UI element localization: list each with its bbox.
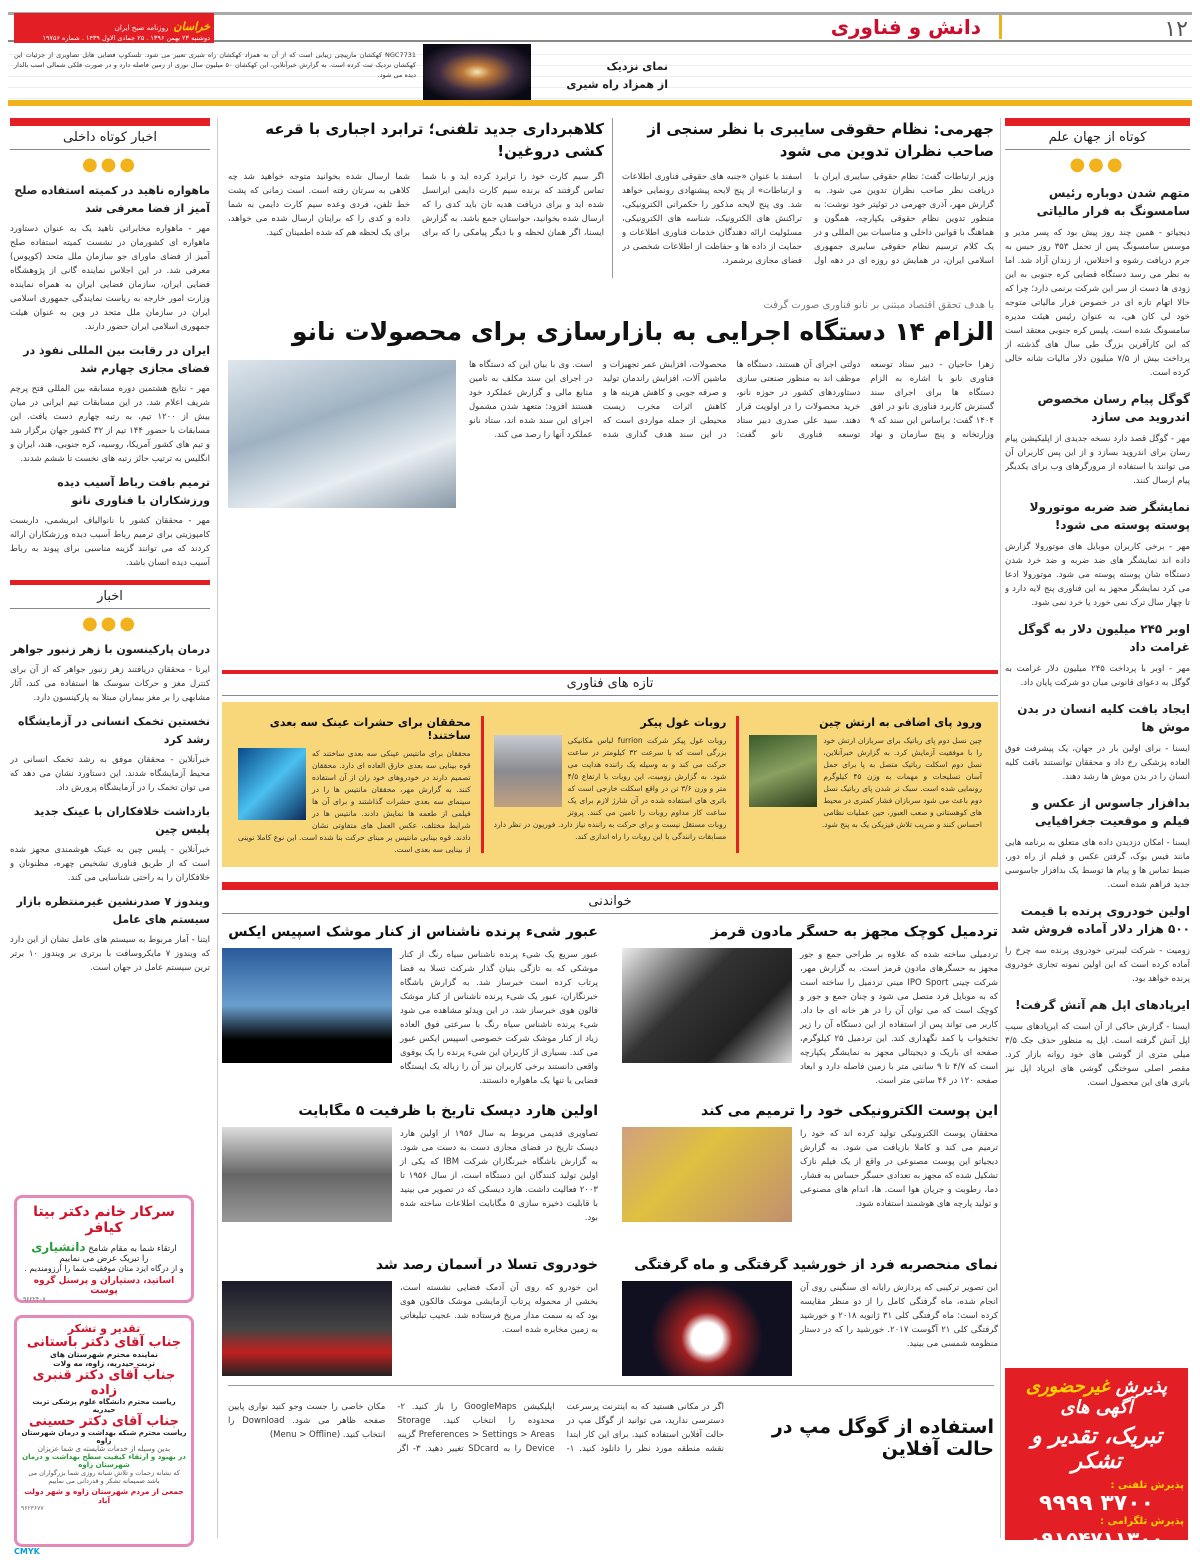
news-body: مهر - گوگل قصد دارد نسخه جدیدی از اپلیکیشن پیام رسان برای اندروید بسازد و از این پس کاربران آن می توانند با استفاده از مرورگرهای وب برای یکدیگر پیام ارسال کنند. (1005, 434, 1190, 486)
article-phone-fraud (228, 118, 604, 285)
ad-title: سرکار خانم دکتر بیتا کیافر (33, 1204, 175, 1236)
column-title: اخبار کوتاه داخلی (10, 130, 210, 150)
ad-text: دانشیاری (31, 1240, 86, 1254)
ad-text: را تبریک عرض می نماییم (59, 1254, 149, 1264)
readable-photo (222, 1281, 392, 1376)
news-item (1005, 390, 1190, 488)
tech-news-section (222, 670, 998, 867)
tech-headline[interactable]: محققان برای حشرات عینک سه بعدی ساختند! (269, 716, 471, 742)
top-strip (8, 44, 1192, 100)
readable-headline[interactable]: نمای منحصربه فرد از خورشید گرفتگی و ماه گرفتگی (634, 1257, 998, 1273)
readable-item (622, 924, 998, 1089)
article-body: زهرا حاجیان - دبیر ستاد توسعه فناوری نانو با اشاره به الزام دستگاه ها برای اجرای سند گسترش کاربرد فناوری نانو در افق ۱۴۰۴ گفت: براساس این سند که ۹ وزارتخانه و پنج سازمان و نهاد دولتی اجرای آن هستند، دستگاه ها موظف اند به منظور صنعتی سازی دستاوردهای کشور در حوزه نانو، خرید محصولات را در اولویت قرار دهند. سید علی صدری دبیر ستاد توسعه فناوری نانو گفت: محصولات، افزایش عمر تجهیزات و ماشین آلات، افزایش راندمان تولید و صرفه جویی و کاهش هزینه ها و کاهش اثرات مخرب زیست محیطی از جمله مواردی است که در این سند هدف گذاری شده است. وی با بیان این که دستگاه ها در اجرای این سند مکلف به تامین منابع مالی و گزارش عملکرد خود هستند افزود: متعهد شدن مشمول اجرای این سند شده اند، ستاد نانو عملکرد آنها را رصد می کند. (469, 360, 994, 440)
news-body: خبرآنلاین - پلیس چین به عینک هوشمندی مجهز شده است که از طریق فناوری تشخیص چهره، مظنونان و خلافکاران را به راحتی شناسایی می کند. (10, 845, 210, 883)
news-item (1005, 794, 1190, 892)
ad-code: ۹۶۲۲۴۰۷ (23, 1296, 46, 1303)
strip-body: NGC7731 کهکشان مارپیچی زیبایی است که از آن به همزاد کهکشان راه شیری تعبیر می شود. تلسکوپ فضایی هابل تصاویری از جزئیات این کهکشان نزدیک ثبت کرده است. به گزارش خبرآنلاین، این کهکشان ۵۰ میلیون سال نوری از زمین فاصله دارد و در صورت فلکی شمالی اسب بالدار دیده می شود. (14, 51, 417, 79)
readable-photo (622, 948, 792, 1063)
dots-ornament: ●●● (81, 613, 139, 634)
readable-headline[interactable]: اولین هارد دیسک تاریخ با ظرفیت ۵ مگابایت (298, 1103, 598, 1119)
article-headline[interactable]: استفاده از گوگل مپ در حالت آفلاین (771, 1416, 994, 1460)
news-item (10, 713, 210, 795)
news-body: مهر - برخی کاربران موبایل های موتورولا گزارش داده اند نمایشگر های ضد ضربه و ضد خرد شدن دستگاه شان پوسته پوسته می شود. موتورولا ادعا می کرد نمایشگر مجهز به این فناوری پنج لایه دارد و تا چهار سال ترک نمی خورد یا خرد نمی شود. (1005, 542, 1190, 608)
news-headline[interactable]: گوگل پیام رسان مخصوص اندروید می سازد (1037, 392, 1190, 424)
readable-headline[interactable]: عبور شیء پرنده ناشناس از کنار موشک اسپیس ایکس (228, 924, 598, 940)
tech-item (228, 716, 481, 853)
article-body: اگر سیم کارت خود را ترابرد کرده اید و با شما تماس گرفتند که برنده سیم کارت دایمی ایرانسل شده اید و برای دریافت هدیه تان باید کدی را که ارسال شده بخوانید، حواستان جمع باشد. به گزارش ایسنا، اگر همان لحظه و با دیگر پیامکی را که برای شما ارسال شده بخوانید متوجه خواهید شد چه کلاهی به سرتان رفته است. است زمانی که پشت خط تلفن، فردی وعده سیم کارت دایمی به شما داده و کدی را که برایتان ارسال شده می خواهد، برای یک لحظه هم که شده اطمینان کنید. (228, 172, 604, 238)
ad-text: غیرحضوری (1025, 1376, 1110, 1397)
readable-body: تردمیلی ساخته شده که علاوه بر طراحی جمع و جور مجهز به حسگرهای مادون قرمز است. به گزارش مهر، شرکت چینی IPO Sport مینی تردمیل را ساخته است که به موبایل فرد متصل می شود و چنان جمع و جور و کوچک است که می توان آن را در هر خانه ای جا داد. کاربر می تواند پس از استفاده از این دستگاه آن را زیر تختخواب یا کمد نگهداری کند. این تردمیل ۲۵ کیلوگرم، صفحه ای باریک و دیجیتالی مجهز به نمایشگر یکپارچه است که ۴/۷ تا ۹ سانتی متر با زمین فاصله دارد و ابعاد صفحه ۱۲۰ در ۴۶ سانتی متر است. (800, 950, 998, 1086)
readable-item (622, 1257, 998, 1397)
readable-headline[interactable]: این پوست الکترونیکی خود را ترمیم می کند (700, 1103, 998, 1119)
tech-body: محققان برای مانتیس عینکی سه بعدی ساختند که قوه بینایی سه بعدی خارق العاده ای دارد. محققان تصمیم دارند در خودروهای خود ران از آن استفاده کنند. به گزارش مهر، محققان مانتیس ها را در سینمای سه بعدی حشرات گذاشتند و برای آن ها فیلمی از طعمه ها نمایش دادند. مانتیس ها در شرایط مختلف، عکس العمل های متفاوتی نشان دادند. قوه بینایی مانتیس بر مبنای حرکت بنا شده است. این نوع کاملا نوینی از بینایی سه بعدی است. (237, 749, 471, 853)
news-item (1005, 996, 1190, 1090)
news-item (10, 893, 210, 975)
ad-telegram: ۰۹۱۵۴۷۱۱۳۰۰ (1029, 1527, 1164, 1551)
readable-photo (622, 1281, 792, 1376)
news-headline[interactable]: نخستین تخمک انسانی در آزمایشگاه رشد کرد (18, 715, 210, 746)
news-item (1005, 700, 1190, 784)
article-body: وزیر ارتباطات گفت: نظام حقوقی سایبری ایران با دریافت نظر صاحب نظران تدوین می شود. به گزارش مهر، آذری جهرمی در توئیتر خود نوشت: به منظور تدوین نظام حقوقی یکپارچه، همگون و هماهنگ با قوانین داخلی و مناسبات بین المللی و در یک کلام ترسیم نظام حقوقی سایبری جمهوری اسلامی ایران، در همایش دو روزه ای در دهه اول اسفند با عنوان «جنبه های حقوقی فناوری اطلاعات و ارتباطات» از پنج لایحه پیشنهادی رونمایی خواهد شد. وی پنج لایحه مذکور را حکمرانی الکترونیکی، تراکنش های الکترونیک، شناسه های الکترونیکی، مسئولیت ارائه دهندگان خدمات فناوری اطلاعات و حمایت از داده ها و حفاظت از اطلاعات شخصی در فضای مجازی برشمرد. (622, 172, 994, 266)
left-column (10, 118, 210, 975)
tech-body: روبات غول پیکر شرکت furrion لباس مکانیکی بزرگی است که با سرعت ۳۲ کیلومتر در ساعت حرکت می کند و به وسیله یک راننده هدایت می شود. به گزارش زومیت، این روبات با ارتفاع ۴/۵ متر و وزن ۳/۶ تن در واقع اسکلت خارجی است که باتری های استفاده شده در آن شارژ لازم برای یک ساعت کار مداوم روبات را تامین می کنند. پروتز روبات مستقل نیست و برای حرکت به راننده نیاز دارد. فوریون در نظر دارد مسابقات رانندگی با این روبات را راه اندازی کند. (493, 736, 727, 841)
readable-item (222, 924, 598, 1089)
article-headline[interactable]: کلاهبرداری جدید تلفنی؛ ترابرد اجباری با قرعه کشی دروغین! (265, 120, 604, 160)
section-title: دانش و فناوری (831, 15, 1002, 39)
ad-text: پذیرش (1109, 1376, 1168, 1397)
news-body: ایسنا - گزارش حاکی از آن است که ایرپادهای سیب اپل آتش گرفته است. اپل به منظور حذف جک ۳/۵ میلی متری از گوشی های خود روانه بازار کرد. مقصر اصلی سوختگی گوشی های ایرپاد اپل نیز باتری های این محصول است. (1005, 1022, 1190, 1088)
paper-subtitle: روزنامه صبح ایران (114, 24, 169, 32)
article-cyber-law (622, 118, 994, 285)
ad-headline: تبریک، تقدیر و تشکر (1031, 1424, 1162, 1474)
ad-text: ریاست محترم شبکه بهداشت و درمان شهرستان زاوه (21, 1429, 187, 1445)
news-body: ایسنا - برای اولین بار در جهان، یک پیشرفت فوق العاده پزشکی رخ داد و محققان توانستند بافت کلیه انسان را در بدن موش ها رشد دهند. (1005, 744, 1190, 782)
ad-text: نماینده محترم شهرستان های (50, 1350, 158, 1359)
news-item (1005, 184, 1190, 380)
news-headline[interactable]: ایجاد بافت کلیه انسان در بدن موش ها (1017, 702, 1190, 734)
section-title: خواندنی (222, 894, 998, 914)
news-body: دیجیاتو - همین چند روز پیش بود که پسر مدیر و موسس سامسونگ پس از تحمل ۳۵۳ روز حبس به جرم دریافت رشوه و اختلاس، از زندان آزاد شد. اما به نظر می رسد دستگاه قضایی کره جنوبی به این زودی ها دست از سر این شرکت برنمی دارد؛ چرا که حالا اتهام تازه ای در خصوص فرار مالیاتی متوجه خود لی کان هی، به عنوان رئیس هیئت مدیره سامسونگ شده است. پلیس کره جنوبی معتقد است که این کارآفرین بزرگ طی سال های گذشته از پرداخت بیش از ۷/۵ میلیون دلار مالیات شانه خالی کرده است. (1005, 228, 1191, 378)
cmyk-text: CMYK (14, 1547, 40, 1556)
news-headline[interactable]: ایران در رقابت بین المللی نفوذ در فضای مجازی چهارم شد (23, 344, 210, 375)
tech-photo (749, 735, 817, 807)
ad-text: ارتقاء شما به مقام شامخ (88, 1244, 177, 1254)
tech-item (736, 716, 992, 853)
article-google-maps (228, 1385, 994, 1550)
ad-name: جناب آقای دکتر قنبری زاده (32, 1368, 176, 1398)
ad-signature: جمعی از مردم شهرستان زاوه و شهر دولت آباد (24, 1487, 184, 1505)
news-item (1005, 902, 1190, 986)
news-headline[interactable]: متهم شدن دوباره رئیس سامسونگ به فرار مالیاتی (1036, 186, 1190, 218)
readable-item (222, 1103, 598, 1243)
news-body: مهر - نتایج هشتمین دوره مسابقه بین المللی فتح پرچم شریف اعلام شد. در این مسابقات تیم ایرانی در میان بیش از ۱۲۰۰ تیم، به رتبه چهارم دست یافت. این مسابقات با حضور ۱۴۴ تیم از ۳۲ کشور جهان برگزار شد و تیم های کشور آمریکا، روسیه، کره جنوبی، هند، ایران و انگلیس به ترتیب حائز رتبه های نخست تا ششم شدند. (10, 384, 210, 464)
readable-body: عبور سریع یک شیء پرنده ناشناس سیاه رنگ از کنار موشکی که به تازگی بنیان گذار شرکت تسلا به فضا پرتاب کرده است خبرساز شد. به گزارش باشگاه خبرنگاران، عبور یک شیء پرنده ناشناس از کنار موشک فالون هوی خبرساز شد. در این ویدئو مشاهده می شود شیء پرنده ناشناس سیاه رنگ با سرعتی فوق العاده زیاد از کنار موشک شرکت خصوصی اسپیس ایکس عبور می کند. بسیاری از کاربران این شیء پرنده را یک یوفوی واقعی دانستند برخی کاربران نیز آن را زباله یک ایستگاه فضایی یا تنها یک ماهواره دانستند. (400, 950, 598, 1086)
news-body: زومیت - شرکت لیبرتی خودروی پرنده سه چرخ را آماده کرده است که این اولین نمونه تجاری خودروی پرنده خواهد بود. (1005, 946, 1190, 984)
ad-name: جناب آقای دکتر حسینی (29, 1414, 179, 1429)
news-body: مهر - اوبر با پرداخت ۲۴۵ میلیون دلار غرامت به گوگل به دعوای قانونی میان دو شرکت پایان داد. (1005, 664, 1190, 688)
news-item (10, 342, 210, 466)
readable-body: محققان پوست الکترونیکی تولید کرده اند که خود را ترمیم می کند و کاملا بازیافت می شود. به گزارش دیجیاتو این پوست مصنوعی در واقع از یک فیلم نازک تشکیل شده که مجهز به تعدادی حسگر حساس به فشار، دما، رطوبت و جریان هوا است. ها، اندام های مصنوعی و تولید پارچه های هوشمند استفاده شود. (800, 1129, 998, 1209)
section-title: تازه های فناوری (222, 676, 998, 696)
readable-body: تصاویری قدیمی مربوط به سال ۱۹۵۶ از اولین هارد دیسک تاریخ در فضای مجازی دست به دست می شود. به گزارش باشگاه خبرنگاران شرکت IBM که یکی از اولین تولید کنندگان این دستگاه است، از سال ۱۹۵۶ تا ۲۰۰۳ فعالیت داشت. هارد دیسکی که در تصویر می بینید با قابلیت ذخیره سازی ۵ مگابایت اطلاعات ساخته شده بود. (400, 1129, 598, 1223)
news-body: ایرنا - محققان دریافتند زهر زنبور جواهر که از آن برای کنترل مغز و حرکات سوسک ها استفاده می کند، آثار مشابهی را بر مغز بیماران مبتلا به پارکینسون دارد. (10, 665, 210, 703)
news-body: خبرآنلاین - محققان موفق به رشد تخمک انسانی در محیط آزمایشگاه شدند. این دستاورد نشان می دهد که می توان تخمک را در آزمایشگاه پرورش داد. (10, 755, 210, 793)
tech-photo (238, 748, 306, 820)
ad-text: ریاست محترم دانشگاه علوم پزشکی تربت حیدریه (32, 1398, 176, 1414)
ad-text: که نشانه زحمات و تلاش شبانه روزی شما بزرگواران می باشد صمیمانه تشکر و قدردانی می نماییم (28, 1469, 180, 1485)
article-nano (228, 300, 994, 440)
paper-logo-box (14, 13, 214, 43)
thanks-ad (14, 1315, 194, 1547)
ad-code: ۹۶۲۳۶۷۷ (21, 1505, 44, 1512)
galaxy-image (423, 44, 531, 100)
article-headline[interactable]: جهرمی: نظام حقوقی سایبری با نظر سنجی از صاحب نظران تدوین می شود (647, 120, 994, 160)
lead-headline[interactable]: الزام ۱۴ دستگاه اجرایی به بازارسازی برای محصولات نانو (291, 317, 994, 346)
ad-phone: ۳۷۰۰ ۹۹۹۹ (1038, 1491, 1155, 1516)
news-headline[interactable]: درمان پارکینسون با زهر زنبور جواهر (10, 643, 210, 656)
right-column (1005, 118, 1190, 1090)
lab-photo (228, 360, 456, 508)
ad-text: در بهبود و ارتقاء کیفیت سطح بهداشت و درمان شهرستان زاوه (22, 1453, 186, 1469)
readable-body: این خودرو که روی آن آدمک فضایی نشسته است، بخشی از محموله پرتاب آزمایشی موشک فالکون هوی بود که به سمت مدار مریخ فرستاده شد. عجیب تبلیغاتی به زمین مخابره شده است. (400, 1283, 598, 1335)
column-title: کوتاه از جهان علم (1005, 130, 1190, 150)
news-body: ایتنا - آمار مربوط به سیستم های عامل نشان از این دارد که ویندوز ۷ مایکروسافت با برتری بر ویندوز ۱۰ برتر ترین سیستم عامل در جهان است. (10, 935, 210, 973)
news-item (10, 641, 210, 705)
ad-text: بدین وسیله از خدمات شایسته ی شما عزیزان (37, 1445, 171, 1453)
news-body: مهر - ماهواره مخابراتی ناهید یک به عنوان دستاورد ماهواره ای کشورمان در نشست کمیته استفاده صلح آمیز از فضای ماورای جو سازمان ملل متحد (کوپوس) معرفی شد. در این اجلاس نماینده گانی از پژوهشگاه فضایی ایران، سازمان فضایی ایران به همراه نماینده وزارت امور خارجه به ریاست نمایندگی جمهوری اسلامی ایران در سازمان ملل متحد در وین به عنوان هیئت جمهوری اسلامی ایران حضور دارند. (10, 224, 210, 332)
strip-title: نمای نزدیک (606, 60, 668, 73)
readable-photo (622, 1127, 792, 1222)
tech-headline[interactable]: روبات غول پیکر (640, 716, 727, 729)
news-body: مهر - محققان کشور با نانوالیاف ابریشمی، داربست کامپوزیتی برای ترمیم رباط آسیب دیده ورزشکاران ارائه کردند که می توانند گزینه مناسبی برای پیوند به رباط آسیب دیده انسان باشد. (10, 516, 210, 568)
readable-section (222, 882, 998, 1397)
news-headline[interactable]: بازداشت خلافکاران با عینک جدید پلیس چین (33, 805, 210, 836)
news-headline[interactable]: اولین خودروی پرنده با قیمت ۵۰۰ هزار دلار آماده فروش شد (1010, 904, 1190, 936)
readable-item (222, 1257, 598, 1397)
ad-name: جناب آقای دکتر باستانی (26, 1335, 182, 1350)
tech-body: چین نسل دوم پای رباتیک برای سربازان ارتش خود را با موفقیت آزمایش کرد. به گزارش خبرآنلاین، نسل دوم اسکلت رباتیک متصل به پا برای حمل آسان تسلیحات و مهمات به وزن ۴۵ کیلوگرم رونمایی شده است. سبک تر شدن پای رباتیک نسل دوم باعث می شود سربازان فشار کمتری در محیط های کوهستانی و صعب العبور، حین عملیات نظامی احساس کنند و ضریب تلاش فیزیکی یک به پنج شود. (821, 736, 982, 829)
tech-headline[interactable]: ورود پای اضافی به ارتش چین (819, 716, 982, 729)
news-body: ایسنا - امکان دزدیدن داده های متعلق به برنامه هایی مانند فیس بوک، گرفتن عکس و فیلم از راه دور، ضبط تماس ها و پیام ها توسط یک بدافزار جاسوسی جدید فراهم شده است. (1005, 838, 1190, 890)
ad-text: و از درگاه ایزد منان موفقیت شما را آرزومندیم . (24, 1264, 184, 1273)
readable-item (622, 1103, 998, 1243)
masthead (8, 12, 1192, 42)
dots-ornament: ●●● (81, 154, 139, 175)
strip-title-2: از همزاد راه شیری (566, 78, 668, 91)
news-headline[interactable]: نمایشگر ضد ضربه موتورولا پوسته پوسته می شود! (1029, 500, 1190, 532)
ad-telegram-label: پذیرش تلگرامی : (1100, 1516, 1184, 1527)
readable-body: این تصویر ترکیبی که پردازش رایانه ای سنگینی روی آن انجام شده، ماه گرفتگی کامل را از دو منظر مقایسه کرده است: ماه گرفتگی کلی ۳۱ ژانویه ۲۰۱۸ و خورشید گرفتگی کلی ۲۱ آگوست ۲۰۱۷. خورشید را که در دستار منظومه شمسی می بینید. (800, 1283, 998, 1349)
news-item (1005, 498, 1190, 610)
ad-signature: اساتید، دستیاران و پرسنل گروه پوست (33, 1276, 175, 1296)
congrats-ad (14, 1195, 194, 1303)
ad-phone-label: پذیرش تلفنی : (1110, 1480, 1184, 1491)
ad-title: تقدیر و تشکر (67, 1322, 141, 1335)
news-item (10, 474, 210, 570)
news-headline[interactable]: ویندوز ۷ صدرنشین غیرمنتظره بازار سیستم های عامل (16, 895, 210, 926)
news-item (1005, 620, 1190, 690)
readable-headline[interactable]: تردمیل کوچک مجهز به حسگر مادون قرمز (710, 924, 998, 940)
ad-text: آگهی های (1060, 1397, 1133, 1418)
paper-name: خراسان (173, 20, 210, 33)
column-title: اخبار (10, 589, 210, 609)
red-ad-box (1005, 1368, 1188, 1551)
page-number: ۱۲ (1164, 17, 1188, 42)
news-headline[interactable]: اوبر ۲۴۵ میلیون دلار به گوگل غرامت داد (1017, 622, 1190, 654)
tech-photo (494, 735, 562, 807)
news-headline[interactable]: ایرپادهای اپل هم آتش گرفت! (1015, 998, 1190, 1012)
article-body: اگر در مکانی هستید که به اینترنت پرسرعت دسترسی ندارید، می توانید از گوگل مپ در حالت آفلاین استفاده کنید. برای این کار ابتدا نقشه منطقه مورد نظر را دانلود کنید. ۱- اپلیکیشن GoogleMaps را باز کنید. ۲- محدوده را انتخاب کنید. Storage Preferences > Settings > Areas گزینه Device را به SDcard تغییر دهید. ۳- اگر مکان خاصی را جست وجو کنید نواری پایین صفحه ظاهر می شود. Download را انتخاب کنید. (Menu > Offline) (228, 1402, 724, 1454)
readable-photo (222, 948, 392, 1063)
news-item (10, 803, 210, 885)
news-headline[interactable]: بدافزار جاسوس از عکس و فیلم و موقعیت جغرافیایی (1031, 796, 1190, 828)
cmyk-mark (14, 1547, 40, 1556)
ad-text: تربت حیدریه، زاوه، مه ولات (53, 1359, 155, 1368)
news-headline[interactable]: ترمیم بافت رباط آسیب دیده ورزشکاران با فناوری نانو (57, 476, 210, 507)
article-kicker: با هدف تحقق اقتصاد مبتنی بر نانو فناوری صورت گرفت (763, 300, 994, 311)
dots-ornament: ●●● (1069, 154, 1126, 175)
news-item (10, 182, 210, 334)
readable-headline[interactable]: خودروی تسلا در آسمان رصد شد (375, 1257, 598, 1273)
gold-divider (8, 100, 1192, 106)
news-headline[interactable]: ماهواره ناهید در کمیته استفاده صلح آمیز از فضا معرفی شد (14, 184, 210, 215)
tech-item (481, 716, 737, 853)
date-line: دوشنبه ۲۳ بهمن ۱۳۹۶ . ۲۵ جمادی الاول ۱۴۳۹ . شماره ۱۹۷۵۶ (42, 34, 210, 42)
readable-photo (222, 1127, 392, 1222)
